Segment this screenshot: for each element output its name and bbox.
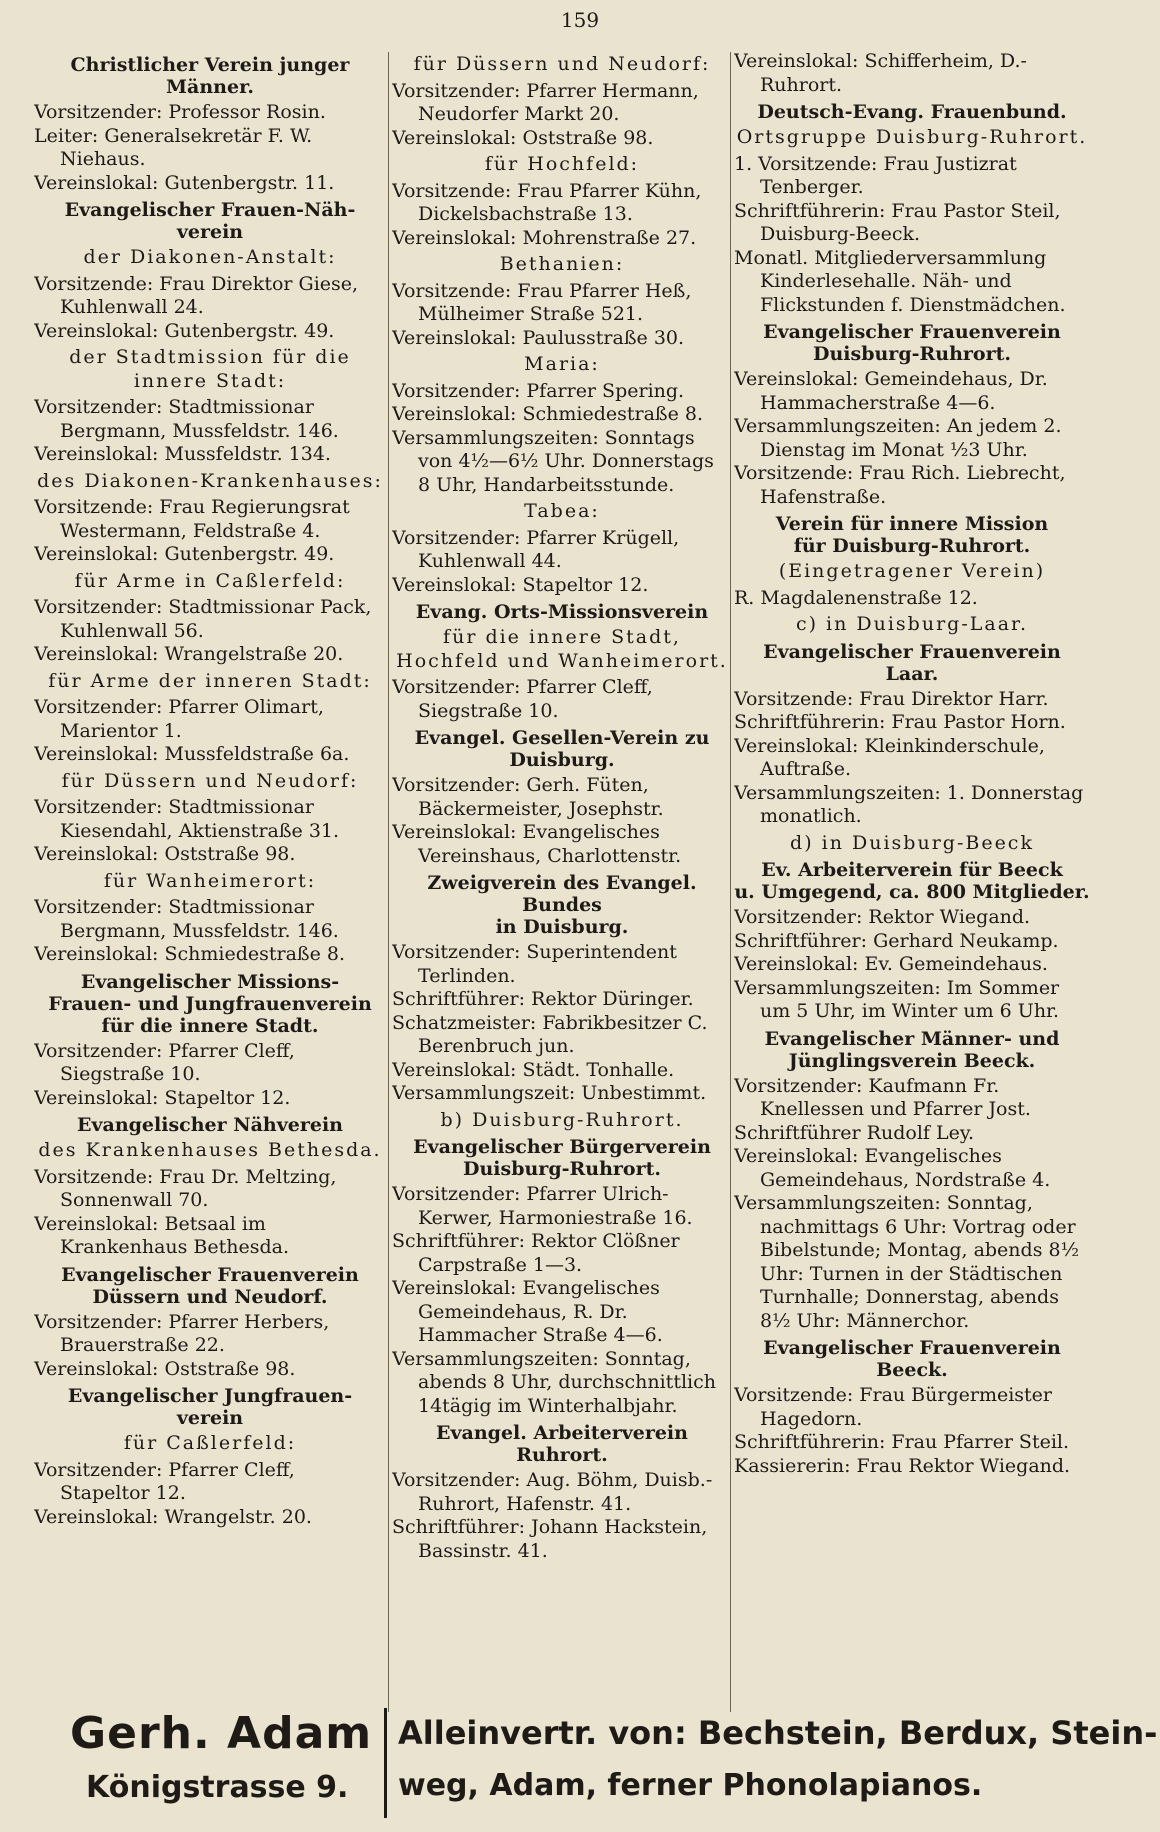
section-heading-line: Evangelischer Frauenverein [763, 321, 1061, 343]
entry-line: Vereinslokal: Evangelisches Vereinshaus, Charlottenstr. [392, 821, 682, 867]
entry-line: Vorsitzender: Professor Rosin. [34, 101, 326, 123]
entry-line: Vereinslokal: Gutenbergstr. 11. [34, 171, 335, 194]
section-heading [734, 101, 1090, 123]
entry-line: Vorsitzende: Frau Pfarrer Heß, Mülheimer Straße 521. [392, 279, 692, 325]
entry-line: Monatl. Mitgliederversammlung Kinderlesehalle. Näh- und Flickstunden f. Dienstmädchen. [734, 246, 1066, 316]
entry-line: Vereinslokal: Evangelisches Gemeindehaus, R. Dr. Hammacher Straße 4—6. [392, 1277, 663, 1346]
section-heading [392, 1422, 732, 1466]
entry-line: Vereinslokal: Gutenbergstr. 49. [34, 319, 335, 342]
entry-line: Schriftführerin: Frau Pastor Steil, Duisburg-Beeck. [734, 199, 1061, 245]
entry-line: Schriftführerin: Frau Pastor Horn. [734, 711, 1066, 733]
entry-line: Vereinslokal: Paulusstraße 30. [392, 326, 685, 349]
section-heading-line: u. Umgegend, ca. 800 Mitglieder. [734, 881, 1090, 903]
entry-line: Vorsitzender: Pfarrer Herbers, Brauerstraße 22. [34, 1310, 330, 1356]
entry-line: Vorsitzender: Rektor Wiegand. [734, 906, 1031, 928]
entry-line: Vereinslokal: Städt. Tonhalle. [392, 1058, 675, 1081]
subheading: Maria: [524, 353, 600, 375]
entry-line: Kassiererin: Frau Rektor Wiegand. [734, 1454, 1071, 1477]
subheading: für Hochfeld: [484, 153, 640, 175]
entry-line: Schriftführer: Rektor Clößner Carpstraße 1—3. [392, 1230, 680, 1276]
entry-line: Vorsitzender: Pfarrer Hermann, Neudorfer Markt 20. [392, 79, 699, 125]
entry-line: Vereinslokal: Oststraße 98. [34, 843, 296, 865]
entry-line: Vorsitzende: Frau Pfarrer Kühn, Dickelsbachstraße 13. [392, 179, 702, 225]
section-heading-line: Evangelischer Jungfrauen- [67, 1385, 353, 1407]
entry-line: Vorsitzende: Frau Dr. Meltzing, Sonnenwall 70. [34, 1165, 337, 1211]
column-divider [388, 52, 389, 1712]
entry-line: Vereinslokal: Mussfeldstr. 134. [34, 443, 331, 465]
entry-line: Vereinslokal: Betsaal im Krankenhaus Bethesda. [34, 1212, 290, 1258]
subheading: für Arme der inneren Stadt: [48, 669, 372, 692]
section-heading [734, 1028, 1090, 1072]
subheading: c) in Duisburg-Laar. [795, 613, 1029, 635]
entry-line: Vereinslokal: Oststraße 98. [392, 126, 654, 149]
subheading: b) Duisburg-Ruhrort. [440, 1108, 684, 1131]
section-heading-line: Evangelischer Missions- [80, 970, 340, 993]
entry-line: Versammlungszeiten: Sonntag, nachmittags 6 Uhr: Vortrag oder Bibelstunde; Montag, abends 8½ Uhr: Turnen in der Städtischen Turnhalle; Donnerstag, abends 8½ Uhr: Männerchor. [734, 1192, 1079, 1332]
section-heading [392, 727, 732, 771]
entry-line: Vereinslokal: Kleinkinderschule, Auftraße. [734, 734, 1045, 780]
section-heading-line: Evangelischer Frauenverein [763, 1337, 1061, 1359]
section-heading-line: verein [176, 1407, 244, 1429]
section-heading [734, 641, 1090, 685]
section-heading [34, 1114, 386, 1136]
section-heading [734, 1337, 1090, 1381]
entry-line: Vorsitzender: Aug. Böhm, Duisb.-Ruhrort, Hafenstr. 41. [392, 1469, 713, 1515]
ad-divider [384, 1708, 387, 1818]
entry-line: Vereinslokal: Mussfeldstraße 6a. [34, 743, 350, 765]
entry-line: Vorsitzender: Gerh. Füten, Bäckermeister, Josephstr. [392, 774, 664, 820]
entry-line: Versammlungszeiten: Sonntags von 4½—6½ Uhr. Donnerstags 8 Uhr, Handarbeitsstunde. [392, 426, 714, 496]
entry-line: Leiter: Generalsekretär F. W. Niehaus. [34, 124, 313, 170]
section-heading-line: Evangel. Arbeiterverein Ruhrort. [436, 1422, 688, 1466]
entry-line: Vereinslokal: Wrangelstr. 20. [34, 1505, 312, 1528]
entry-line: Versammlungszeiten: 1. Donnerstag monatlich. [734, 781, 1084, 827]
subheading: des Diakonen-Krankenhauses: [37, 469, 383, 492]
section-heading-line: Evang. Orts-Missionsverein [415, 601, 709, 623]
ad-address: Königstrasse 9. [86, 1770, 349, 1805]
section-heading [34, 54, 386, 98]
entry-line: Vorsitzender: Pfarrer Cleff, Siegstraße 10. [34, 1039, 295, 1085]
section-heading-line: Evangelischer Bürgerverein [413, 1136, 711, 1158]
section-heading-line: für Duisburg-Ruhrort. [793, 535, 1031, 557]
section-heading-line: Beeck. [876, 1359, 948, 1381]
section-heading-line: Evangelischer Frauenverein [61, 1263, 359, 1286]
section-heading-line: Evangelischer Frauen-Näh- [64, 199, 356, 221]
subheading: für Wanheimerort: [103, 869, 317, 892]
subheading: Bethanien: [499, 253, 625, 275]
entry-line: Schriftführerin: Frau Pfarrer Steil. [734, 1431, 1070, 1453]
section-heading-line: verein [176, 221, 244, 243]
subheading: des Krankenhauses Bethesda. [38, 1139, 382, 1161]
entry-line: Vorsitzender: Pfarrer Krügell, Kuhlenwall 44. [392, 526, 680, 572]
section-heading-line: Duisburg-Ruhrort. [813, 343, 1011, 365]
subheading: der Stadtmission für die innere Stadt: [69, 346, 351, 392]
subheading: für Caßlerfeld: [123, 1432, 297, 1454]
entry-line: Schatzmeister: Fabrikbesitzer C. Berenbruch jun. [392, 1011, 708, 1057]
entry-line: Vorsitzender: Stadtmissionar Bergmann, Mussfeldstr. 146. [34, 896, 339, 942]
subheading: für die innere Stadt, Hochfeld und Wanheimerort. [396, 626, 728, 672]
entry-line: Schriftführer Rudolf Ley. [734, 1121, 975, 1144]
section-heading-line: Düssern und Neudorf. [92, 1285, 328, 1308]
subheading: d) in Duisburg-Beeck [790, 831, 1034, 854]
entry-line: Vorsitzende: Frau Rich. Liebrecht, Hafenstraße. [734, 462, 1066, 508]
entry-line: Schriftführer: Rektor Düringer. [392, 988, 694, 1010]
entry-line: 1. Vorsitzende: Frau Justizrat Tenberger. [734, 152, 1017, 198]
section-heading [34, 971, 386, 1037]
entry-line: Versammlungszeiten: Sonntag, abends 8 Uhr, durchschnittlich 14tägig im Winterhalbjahr. [392, 1347, 716, 1417]
entry-line: Vorsitzende: Frau Direktor Harr. [734, 687, 1049, 710]
entry-line: Vereinslokal: Oststraße 98. [34, 1357, 296, 1380]
section-heading-line: Evangelischer Frauenverein Laar. [763, 640, 1061, 685]
entry-line: Schriftführer: Gerhard Neukamp. [734, 929, 1059, 952]
section-heading-line: Jünglingsverein Beeck. [788, 1049, 1036, 1072]
subheading: für Arme in Caßlerfeld: [74, 569, 346, 592]
entry-line: Vorsitzender: Stadtmissionar Kiesendahl, Aktienstraße 31. [34, 796, 340, 842]
entry-line: R. Magdalenenstraße 12. [734, 586, 978, 609]
page-number: 159 [560, 8, 600, 32]
section-heading [392, 872, 732, 938]
section-heading-line: Duisburg-Ruhrort. [463, 1158, 661, 1180]
section-heading-line: Zweigverein des Evangel. Bundes [427, 872, 697, 916]
entry-line: Versammlungszeiten: Im Sommer um 5 Uhr, im Winter um 6 Uhr. [734, 976, 1060, 1022]
entry-line: Vorsitzende: Frau Direktor Giese, Kuhlenwall 24. [34, 272, 359, 318]
ad-text-line-1: Alleinvertr. von: Bechstein, Berdux, Stein- [398, 1714, 1158, 1752]
entry-line: Vereinslokal: Schmiedestraße 8. [34, 943, 346, 965]
section-heading-line: Frauen- und Jungfrauenverein [48, 992, 372, 1015]
entry-line: Vorsitzender: Kaufmann Fr. Knellessen und Pfarrer Jost. [734, 1074, 1031, 1120]
section-heading-line: Verein für innere Mission [775, 513, 1049, 535]
entry-line: Vereinslokal: Mohrenstraße 27. [392, 226, 697, 249]
entry-line: Versammlungszeit: Unbestimmt. [392, 1082, 707, 1104]
entry-line: Vorsitzende: Frau Bürgermeister Hagedorn. [734, 1384, 1052, 1430]
section-heading-line: Deutsch-Evang. Frauenbund. [757, 101, 1067, 123]
section-heading [734, 321, 1090, 365]
section-heading-line: Christlicher Verein junger Männer. [70, 54, 350, 98]
section-heading [34, 1385, 386, 1429]
section-heading [392, 601, 732, 623]
entry-line: Vorsitzender: Pfarrer Ulrich-Kerwer, Harmoniestraße 16. [392, 1183, 693, 1229]
entry-line: Vereinslokal: Schifferheim, D.-Ruhrort. [734, 50, 1027, 96]
ad-text-line-2: weg, Adam, ferner Phonolapianos. [398, 1768, 983, 1803]
subheading: der Diakonen-Anstalt: [83, 246, 337, 268]
entry-line: Vorsitzender: Superintendent Terlinden. [392, 941, 677, 987]
section-heading-line: Evangelischer Männer- und [764, 1027, 1060, 1050]
ad-company-name: Gerh. Adam [70, 1708, 373, 1759]
column-left [34, 50, 386, 1690]
section-heading [34, 199, 386, 243]
entry-line: Vorsitzende: Frau Regierungsrat Westermann, Feldstraße 4. [34, 496, 350, 542]
entry-line: Vorsitzender: Pfarrer Cleff, Siegstraße 10. [392, 676, 653, 722]
entry-line: Vereinslokal: Gutenbergstr. 49. [34, 543, 335, 565]
section-heading [734, 513, 1090, 557]
section-heading-line: Evangelischer Nähverein [77, 1114, 343, 1136]
section-heading-line: in Duisburg. [495, 916, 629, 938]
section-heading-line: Ev. Arbeiterverein für Beeck [761, 859, 1063, 881]
section-heading-line: Duisburg. [509, 749, 615, 771]
entry-line: Vereinslokal: Wrangelstraße 20. [34, 643, 344, 665]
subheading: Tabea: [524, 500, 600, 522]
entry-line: Vereinslokal: Ev. Gemeindehaus. [734, 953, 1048, 975]
section-heading-line: Evangel. Gesellen-Verein zu [414, 727, 710, 749]
section-heading [392, 1136, 732, 1180]
subheading: für Düssern und Neudorf: [61, 769, 359, 792]
entry-line: Vereinslokal: Schmiedestraße 8. [392, 403, 704, 425]
section-heading [734, 859, 1090, 903]
entry-line: Vorsitzender: Stadtmissionar Pack, Kuhlenwall 56. [34, 596, 372, 642]
section-heading-line: für die innere Stadt. [101, 1014, 319, 1037]
entry-line: Versammlungszeiten: An jedem 2. Dienstag im Monat ½3 Uhr. [734, 415, 1062, 461]
section-heading [34, 1264, 386, 1308]
subheading: Ortsgruppe Duisburg-Ruhrort. [736, 126, 1088, 148]
column-middle [392, 50, 732, 1690]
entry-line: Vorsitzender: Pfarrer Cleff, Stapeltor 12. [34, 1458, 295, 1504]
column-right [734, 50, 1090, 1690]
entry-line: Vereinslokal: Stapeltor 12. [392, 573, 649, 596]
entry-line: Vorsitzender: Pfarrer Spering. [392, 379, 685, 402]
subheading: für Düssern und Neudorf: [413, 53, 711, 75]
subheading: (Eingetragener Verein) [778, 560, 1046, 582]
entry-line: Vereinslokal: Stapeltor 12. [34, 1086, 291, 1109]
entry-line: Vorsitzender: Pfarrer Olimart, Marientor 1. [34, 696, 324, 742]
entry-line: Vereinslokal: Gemeindehaus, Dr. Hammacherstraße 4—6. [734, 368, 1048, 414]
entry-line: Vereinslokal: Evangelisches Gemeindehaus, Nordstraße 4. [734, 1145, 1051, 1191]
entry-line: Schriftführer: Johann Hackstein, Bassinstr. 41. [392, 1516, 708, 1562]
advertisement [0, 1700, 1160, 1830]
entry-line: Vorsitzender: Stadtmissionar Bergmann, Mussfeldstr. 146. [34, 396, 339, 442]
